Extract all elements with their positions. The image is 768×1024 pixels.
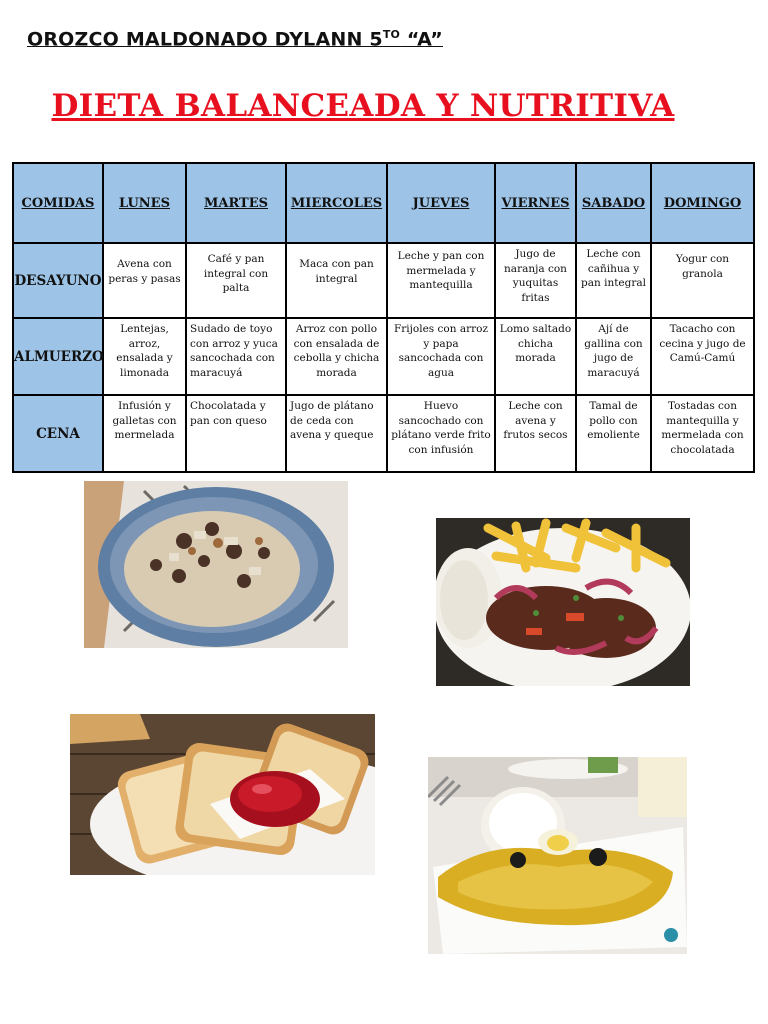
column-header: MARTES — [186, 163, 286, 243]
table-cell: Leche con avena y frutos secos — [495, 395, 576, 472]
table-row — [13, 318, 754, 395]
column-header: SABADO — [576, 163, 651, 243]
table-cell: Jugo de plátano de ceda con avena y queque — [286, 395, 387, 472]
row-header: DESAYUNO — [13, 243, 103, 318]
table-header-row — [13, 163, 754, 243]
column-header: JUEVES — [387, 163, 495, 243]
oatmeal-photo — [84, 481, 348, 648]
student-name: OROZCO MALDONADO DYLANN $5^{TO}$ “A” — [27, 28, 443, 51]
table-cell: Frijoles con arroz y papa sancochada con agua — [387, 318, 495, 395]
table-cell: Huevo sancochado con plátano verde frito con infusión — [387, 395, 495, 472]
table-row — [13, 243, 754, 318]
column-header: VIERNES — [495, 163, 576, 243]
table-cell: Maca con pan integral — [286, 243, 387, 318]
table-cell: Lentejas, arroz, ensalada y limonada — [103, 318, 186, 395]
table-cell: Jugo de naranja con yuquitas fritas — [495, 243, 576, 318]
table-cell: Lomo saltado chicha morada — [495, 318, 576, 395]
column-header: LUNES — [103, 163, 186, 243]
table-cell: Leche con cañihua y pan integral — [576, 243, 651, 318]
column-header: COMIDAS — [13, 163, 103, 243]
table-cell: Avena con peras y pasas — [103, 243, 186, 318]
table-row — [13, 395, 754, 472]
table-cell: Chocolatada y pan con queso — [186, 395, 286, 472]
page-title: DIETA BALANCEADA Y NUTRITIVA — [51, 88, 675, 124]
table-cell: Tacacho con cecina y jugo de Camú-Camú — [651, 318, 754, 395]
column-header: DOMINGO — [651, 163, 754, 243]
column-header: MIERCOLES — [286, 163, 387, 243]
table-cell: Café y pan integral con palta — [186, 243, 286, 318]
row-header: CENA — [13, 395, 103, 472]
table-cell: Ají de gallina con jugo de maracuyá — [576, 318, 651, 395]
aji-de-gallina-photo — [428, 757, 687, 954]
table-cell: Infusión y galletas con mermelada — [103, 395, 186, 472]
table-cell: Tostadas con mantequilla y mermelada con chocolatada — [651, 395, 754, 472]
weekly-menu-table — [12, 162, 755, 473]
table-cell: Sudado de toyo con arroz y yuca sancochada con maracuyá — [186, 318, 286, 395]
toast-with-jam-photo — [70, 714, 375, 875]
lomo-saltado-photo — [436, 518, 690, 686]
table-cell: Tamal de pollo con emoliente — [576, 395, 651, 472]
row-header: ALMUERZO — [13, 318, 103, 395]
table-cell: Arroz con pollo con ensalada de cebolla y chicha morada — [286, 318, 387, 395]
table-cell: Yogur con granola — [651, 243, 754, 318]
table-cell: Leche y pan con mermelada y mantequilla — [387, 243, 495, 318]
